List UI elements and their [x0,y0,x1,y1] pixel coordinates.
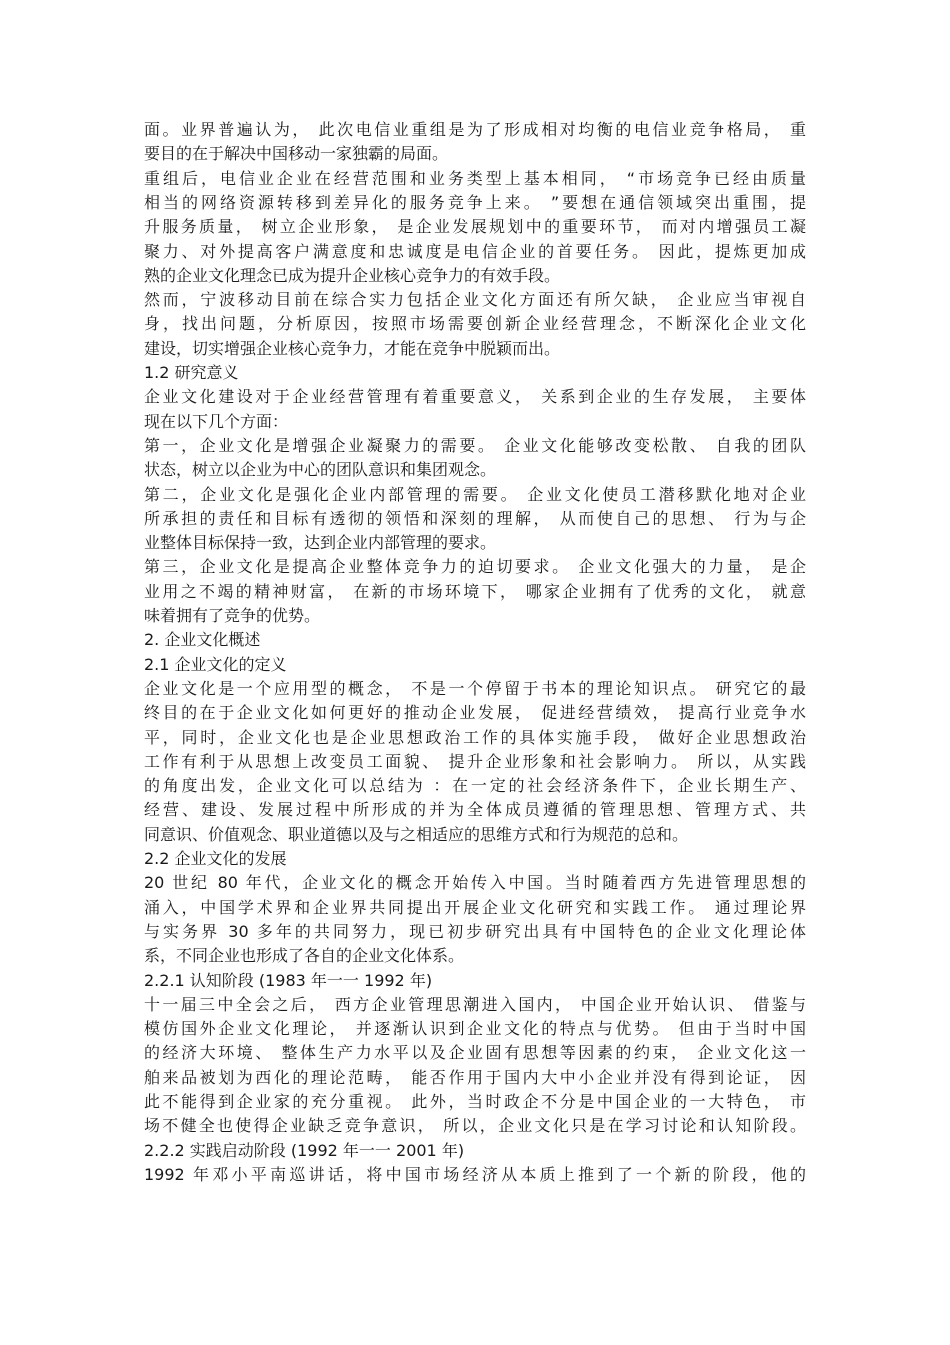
text-line: 20 世纪 80 年代，企业文化的概念开始传入中国。当时随着西方先进管理思想的 [144,873,806,893]
text-line: 业用之不竭的精神财富， 在新的市场环境下， 哪家企业拥有了优秀的文化， 就意 [144,581,806,601]
text-line: 此不能得到企业家的充分重视。 此外，当时政企不分是中国企业的一大特色， 市 [144,1092,806,1111]
text-line: 经营、建设、发展过程中所形成的并为全体成员遵循的管理思想、管理方式、共 [144,800,806,820]
text-line: 2.2 企业文化的发展 [144,849,287,868]
text-line: 第一，企业文化是增强企业凝聚力的需要。 企业文化能够改变松散、 自我的团队 [144,435,806,455]
text-line: 升服务质量， 树立企业形象， 是企业发展规划中的重要环节， 而对内增强员工凝 [144,217,806,237]
text-line: 平，同时，企业文化也是企业思想政治工作的具体实施手段， 做好企业思想政治 [144,727,806,747]
text-line: 的经济大环境、 整体生产力水平以及企业固有思想等因素的约束， 企业文化这一 [144,1043,806,1063]
text-line: 2. 企业文化概述 [144,630,261,650]
text-line: 1.2 研究意义 [144,363,239,382]
text-line: 的角度出发，企业文化可以总结为 ：在一定的社会经济条件下，企业长期生产、 [144,776,806,796]
text-line: 要目的在于解决中国移动一家独霸的局面。 [144,144,449,164]
text-line: 系，不同企业也形成了各自的企业文化体系。 [144,946,465,966]
text-line: 重组后，电信业企业在经营范围和业务类型上基本相同， “市场竞争已经由质量 [144,168,806,188]
text-line: 模仿国外企业文化理论， 并逐渐认识到企业文化的特点与优势。 但由于当时中国 [144,1019,806,1039]
text-line: 舶来品被划为西化的理论范畴， 能否作用于国内大中小企业并没有得到论证， 因 [144,1067,806,1087]
text-line: 然而，宁波移动目前在综合实力包括企业文化方面还有所欠缺， 企业应当审视自 [144,290,806,310]
text-line: 第二，企业文化是强化企业内部管理的需要。 企业文化使员工潜移默化地对企业 [144,484,806,504]
text-line: 面。业界普遍认为， 此次电信业重组是为了形成相对均衡的电信业竞争格局， 重 [144,120,806,139]
text-line: 2.2.1 认知阶段 (1983 年一一 1992 年) [144,970,433,990]
text-line: 与实务界 30 多年的共同努力，现已初步研究出具有中国特色的企业文化理论体 [144,921,806,941]
text-line: 状态，树立以企业为中心的团队意识和集团观念。 [144,460,497,480]
text-line: 建设，切实增强企业核心竞争力，才能在竞争中脱颖而出。 [144,338,561,358]
text-line: 所承担的责任和目标有透彻的领悟和深刻的理解， 从而使自己的思想、 行为与企 [144,508,806,528]
text-line: 熟的企业文化理念已成为提升企业核心竞争力的有效手段。 [144,265,561,285]
text-line: 业整体目标保持一致，达到企业内部管理的要求。 [144,533,497,553]
text-line: 2.1 企业文化的定义 [144,654,287,674]
text-line: 味着拥有了竞争的优势。 [144,606,321,625]
text-line: 2.2.2 实践启动阶段 (1992 年一一 2001 年) [144,1140,465,1160]
text-line: 身，找出问题，分析原因，按照市场需要创新企业经营理念，不断深化企业文化 [144,314,806,334]
text-line: 第三，企业文化是提高企业整体竞争力的迫切要求。 企业文化强大的力量， 是企 [144,557,806,577]
text-line: 聚力、对外提高客户满意度和忠诚度是电信企业的首要任务。 因此，提炼更加成 [144,241,806,261]
text-line: 终目的在于企业文化如何更好的推动企业发展， 促进经营绩效， 提高行业竞争水 [144,703,806,723]
text-line: 现在以下几个方面： [144,411,289,431]
text-line: 十一届三中全会之后， 西方企业管理思潮进入国内， 中国企业开始认识、 借鉴与 [144,994,806,1014]
text-line: 企业文化建设对于企业经营管理有着重要意义， 关系到企业的生存发展， 主要体 [144,387,806,407]
text-line: 企业文化是一个应用型的概念， 不是一个停留于书本的理论知识点。 研究它的最 [144,678,806,698]
text-line: 工作有利于从思想上改变员工面貌、 提升企业形象和社会影响力。 所以，从实践 [144,751,806,771]
text-line: 同意识、价值观念、职业道德以及与之相适应的思维方式和行为规范的总和。 [144,824,689,844]
text-line: 1992 年邓小平南巡讲话，将中国市场经济从本质上推到了一个新的阶段，他的 [144,1164,806,1184]
text-line: 场不健全也使得企业缺乏竞争意识， 所以，企业文化只是在学习讨论和认知阶段。 [144,1116,806,1136]
text-line: 涌入，中国学术界和企业界共同提出开展企业文化研究和实践工作。 通过理论界 [144,897,806,917]
text-line: 相当的网络资源转移到差异化的服务竞争上来。 ”要想在通信领域突出重围，提 [144,192,806,212]
